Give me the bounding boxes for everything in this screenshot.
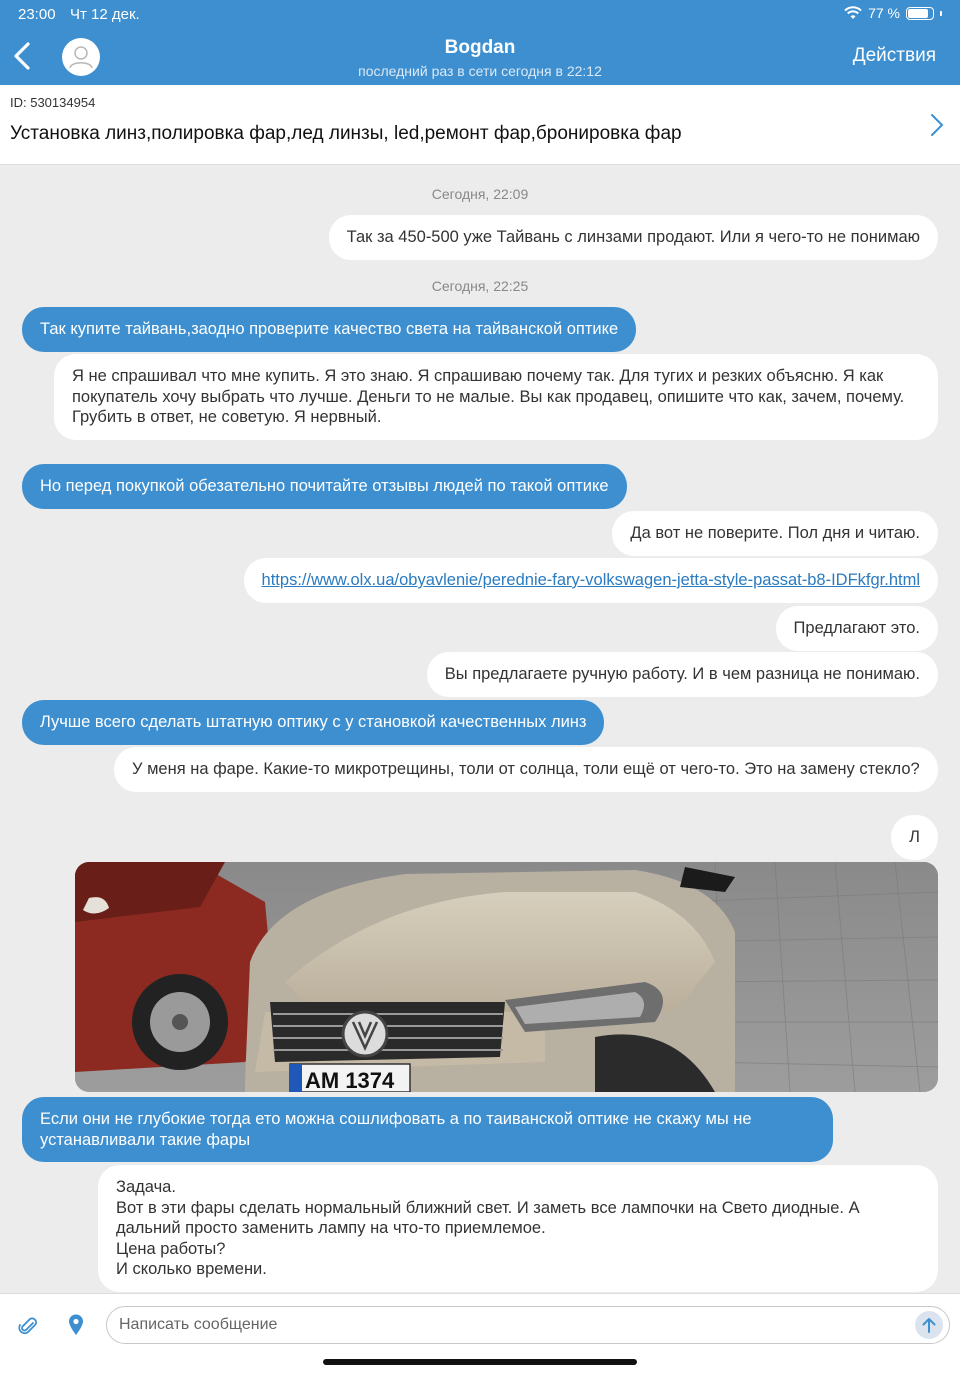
message-incoming[interactable]: Так купите тайвань,заодно проверите качество света на тайванской оптике [22,307,636,352]
message-outgoing[interactable]: Вы предлагаете ручную работу. И в чем разница не понимаю. [427,652,938,697]
status-time: 23:00 [18,6,56,23]
message-outgoing[interactable]: Предлагают это. [776,606,938,651]
message-incoming[interactable]: Если они не глубокие тогда ето можна сошлифовать а по таиванской оптике не скажу мы не устанавливали такие фары [22,1097,833,1162]
date-separator: Сегодня, 22:09 [431,186,529,202]
top-bar [0,0,960,85]
message-outgoing[interactable]: Л [891,815,938,860]
actions-button[interactable]: Действия [852,45,936,66]
location-pin-icon [67,1313,85,1337]
status-indicators [844,5,942,21]
message-incoming[interactable]: Но перед покупкой обезательно почитайте отзывы людей по такой оптике [22,464,627,509]
send-button[interactable] [915,1311,943,1339]
attach-button[interactable] [18,1314,38,1343]
location-button[interactable] [67,1313,85,1342]
ad-title: Установка линз,полировка фар,лед линзы, led,ремонт фар,бронировка фар [10,123,682,144]
home-indicator [323,1359,637,1365]
car-photo [75,862,938,1092]
last-seen-status: последний раз в сети сегодня в 22:12 [358,63,602,79]
paperclip-icon [18,1314,38,1338]
message-outgoing-link[interactable] [244,558,938,603]
date-separator: Сегодня, 22:25 [431,278,529,294]
message-link[interactable]: https://www.olx.ua/obyavlenie/perednie-fary-volkswagen-jetta-style-passat-b8-IDFkfgr.html [261,571,920,589]
message-outgoing[interactable]: У меня на фаре. Какие-то микротрещины, толи от солнца, толи ещё от чего-то. Это на замену стекло? [114,747,938,792]
arrow-up-icon [921,1316,937,1334]
message-outgoing[interactable]: Так за 450-500 уже Тайвань с линзами продают. Или я чего-то не понимаю [329,215,938,260]
battery-percent: 77 % [868,5,900,21]
ad-id: ID: 530134954 [10,95,96,110]
chevron-right-icon [930,113,944,137]
message-outgoing[interactable]: Задача. Вот в эти фары сделать нормальный ближний свет. И заметь все лампочки на Свето диодные. А дальний просто заменить лампу на что-то приемлемое. Цена работы? И сколько времени. [98,1165,938,1292]
message-photo[interactable] [75,862,938,1092]
wifi-icon [844,6,862,20]
status-date: Чт 12 дек. [70,6,140,23]
license-plate: AM 1374 [305,1068,395,1092]
message-composer [0,1293,960,1375]
message-outgoing[interactable]: Да вот не поверите. Пол дня и читаю. [612,511,938,556]
contact-name[interactable]: Bogdan [444,37,516,58]
message-outgoing[interactable]: Я не спрашивал что мне купить. Я это знаю. Я спрашиваю почему так. Для тугих и резких объясню. Я как покупатель хочу выбрать что лучше. Деньги то не малые. Вы как продавец, опишите что как, зачем, почему. Грубить в ответ, не советую. Я нервный. [54,354,938,440]
message-input[interactable] [106,1306,950,1344]
message-incoming[interactable]: Лучше всего сделать штатную оптику с у становкой качественных линз [22,700,604,745]
battery-icon [906,7,934,20]
ad-summary[interactable] [0,85,960,165]
